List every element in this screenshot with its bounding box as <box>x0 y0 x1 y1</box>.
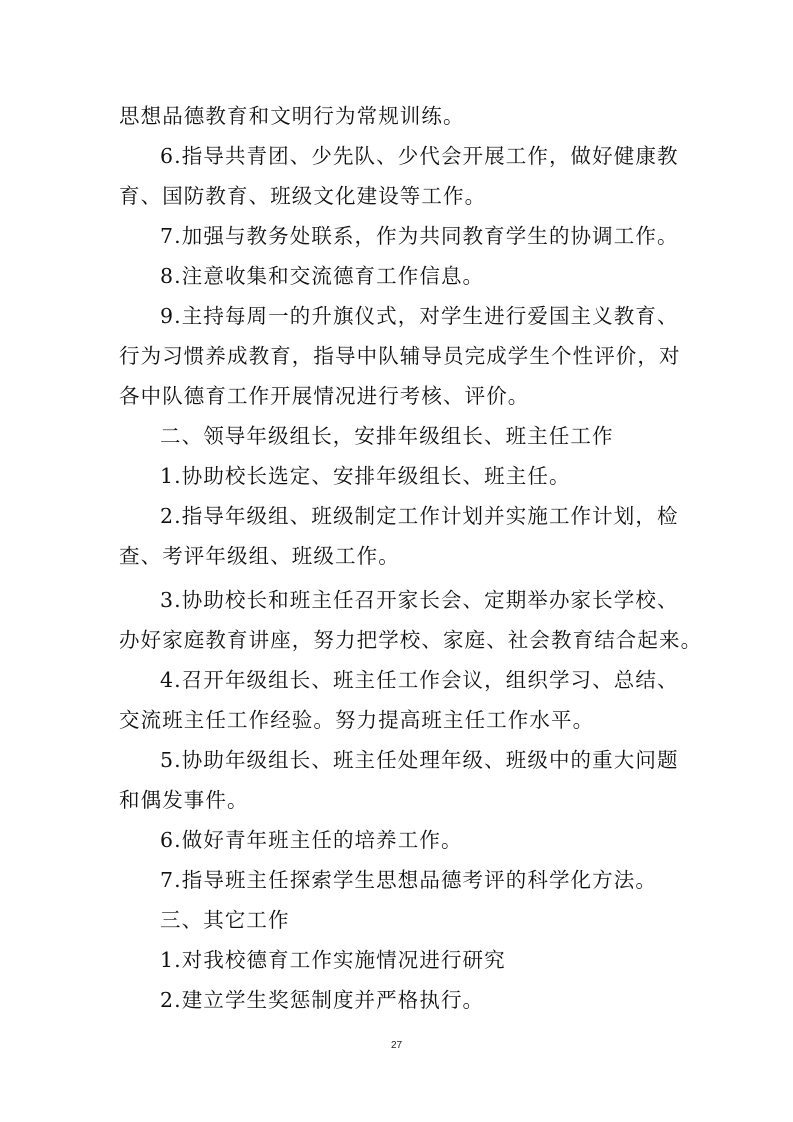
text-line: 行为习惯养成教育，指导中队辅导员完成学生个性评价，对 <box>119 344 681 368</box>
text-line: 6.指导共青团、少先队、少代会开展工作，做好健康教 <box>160 144 679 168</box>
text-line: 9.主持每周一的升旗仪式，对学生进行爱国主义教育、 <box>160 304 679 328</box>
text-line: 3.协助校长和班主任召开家长会、定期举办家长学校、 <box>160 588 679 612</box>
text-line: 7.指导班主任探索学生思想品德考评的科学化方法。 <box>160 868 657 892</box>
section-heading: 三、其它工作 <box>160 908 290 932</box>
text-line: 查、考评年级组、班级工作。 <box>119 544 400 568</box>
text-line: 6.做好青年班主任的培养工作。 <box>160 828 463 852</box>
text-line: 2.指导年级组、班级制定工作计划并实施工作计划，检 <box>160 504 679 528</box>
section-heading: 二、领导年级组长，安排年级组长、班主任工作 <box>160 424 614 448</box>
text-line: 思想品德教育和文明行为常规训练。 <box>119 104 465 128</box>
text-line: 和偶发事件。 <box>119 788 249 812</box>
text-line: 1.协助校长选定、安排年级组长、班主任。 <box>160 464 571 488</box>
page-number: 27 <box>390 1040 403 1051</box>
text-line: 4.召开年级组长、班主任工作会议，组织学习、总结、 <box>160 668 679 692</box>
text-line: 1.对我校德育工作实施情况进行研究 <box>160 948 506 972</box>
text-line: 各中队德育工作开展情况进行考核、评价。 <box>119 384 530 408</box>
text-line: 7.加强与教务处联系，作为共同教育学生的协调工作。 <box>160 224 679 248</box>
text-line: 育、国防教育、班级文化建设等工作。 <box>119 184 487 208</box>
text-line: 2.建立学生奖惩制度并严格执行。 <box>160 988 485 1012</box>
text-line: 8.注意收集和交流德育工作信息。 <box>160 264 485 288</box>
document-body <box>119 96 703 1020</box>
text-line: 5.协助年级组长、班主任处理年级、班级中的重大问题 <box>160 748 679 772</box>
text-line: 交流班主任工作经验。努力提高班主任工作水平。 <box>119 708 595 732</box>
text-line: 办好家庭教育讲座，努力把学校、家庭、社会教育结合起来。 <box>119 628 703 652</box>
